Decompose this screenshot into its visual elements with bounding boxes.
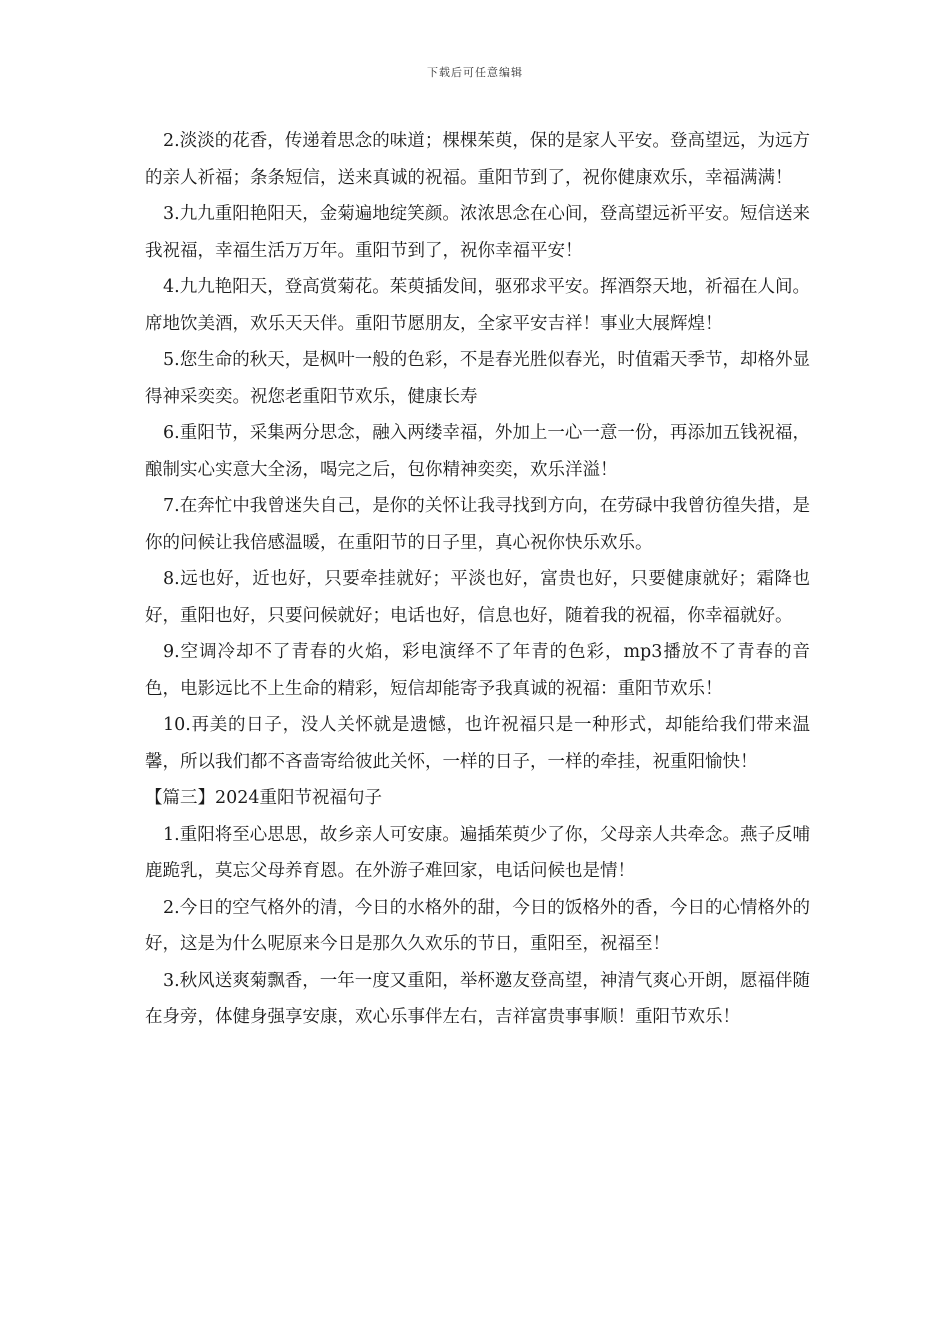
document-body (145, 123, 810, 1036)
section-heading: 【篇三】2024重阳节祝福句子 (145, 788, 383, 808)
paragraph-2-4: 4.九九艳阳天，登高赏菊花。茱萸插发间，驱邪求平安。挥酒祭天地，祈福在人间。席地饮美酒，欢乐天天伴。重阳节愿朋友，全家平安吉祥！事业大展辉煌！ (145, 277, 810, 334)
paragraph-3-1: 1.重阳将至心思思，故乡亲人可安康。遍插茱萸少了你，父母亲人共牵念。燕子反哺鹿跪乳，莫忘父母养育恩。在外游子难回家，电话问候也是情！ (145, 824, 810, 881)
paragraph-2-7: 7.在奔忙中我曾迷失自己，是你的关怀让我寻找到方向，在劳碌中我曾彷徨失措，是你的问候让我倍感温暖，在重阳节的日子里，真心祝你快乐欢乐。 (145, 496, 810, 553)
paragraph-2-6: 6.重阳节，采集两分思念，融入两缕幸福，外加上一心一意一份，再添加五钱祝福，酿制实心实意大全汤，喝完之后，包你精神奕奕，欢乐洋溢！ (145, 423, 810, 480)
paragraph-2-5: 5.您生命的秋天，是枫叶一般的色彩，不是春光胜似春光，时值霜天季节，却格外显得神采奕奕。祝您老重阳节欢乐，健康长寿 (145, 350, 810, 407)
paragraph-3-2: 2.今日的空气格外的清，今日的水格外的甜，今日的饭格外的香，今日的心情格外的好，这是为什么呢原来今日是那久久欢乐的节日，重阳至，祝福至！ (145, 897, 810, 954)
header-note: 下载后可任意编辑 (427, 66, 523, 79)
paragraph-3-3: 3.秋风送爽菊飘香，一年一度又重阳，举杯邀友登高望，神清气爽心开朗，愿福伴随在身旁，体健身强享安康，欢心乐事伴左右，吉祥富贵事事顺！重阳节欢乐！ (145, 970, 810, 1027)
paragraph-2-3: 3.九九重阳艳阳天，金菊遍地绽笑颜。浓浓思念在心间，登高望远祈平安。短信送来我祝福，幸福生活万万年。重阳节到了，祝你幸福平安！ (145, 204, 810, 261)
paragraph-2-2: 2.淡淡的花香，传递着思念的味道；棵棵茱萸，保的是家人平安。登高望远，为远方的亲人祈福；条条短信，送来真诚的祝福。重阳节到了，祝你健康欢乐，幸福满满！ (145, 131, 810, 188)
paragraph-2-10: 10.再美的日子，没人关怀就是遗憾，也许祝福只是一种形式，却能给我们带来温馨，所以我们都不吝啬寄给彼此关怀，一样的日子，一样的牵挂，祝重阳愉快！ (145, 715, 810, 772)
paragraph-2-9: 9.空调冷却不了青春的火焰，彩电演绎不了年青的色彩，mp3播放不了青春的音色，电影远比不上生命的精彩，短信却能寄予我真诚的祝福：重阳节欢乐！ (145, 642, 810, 699)
paragraph-2-8: 8.远也好，近也好，只要牵挂就好；平淡也好，富贵也好，只要健康就好；霜降也好，重阳也好，只要问候就好；电话也好，信息也好，随着我的祝福，你幸福就好。 (145, 569, 810, 626)
